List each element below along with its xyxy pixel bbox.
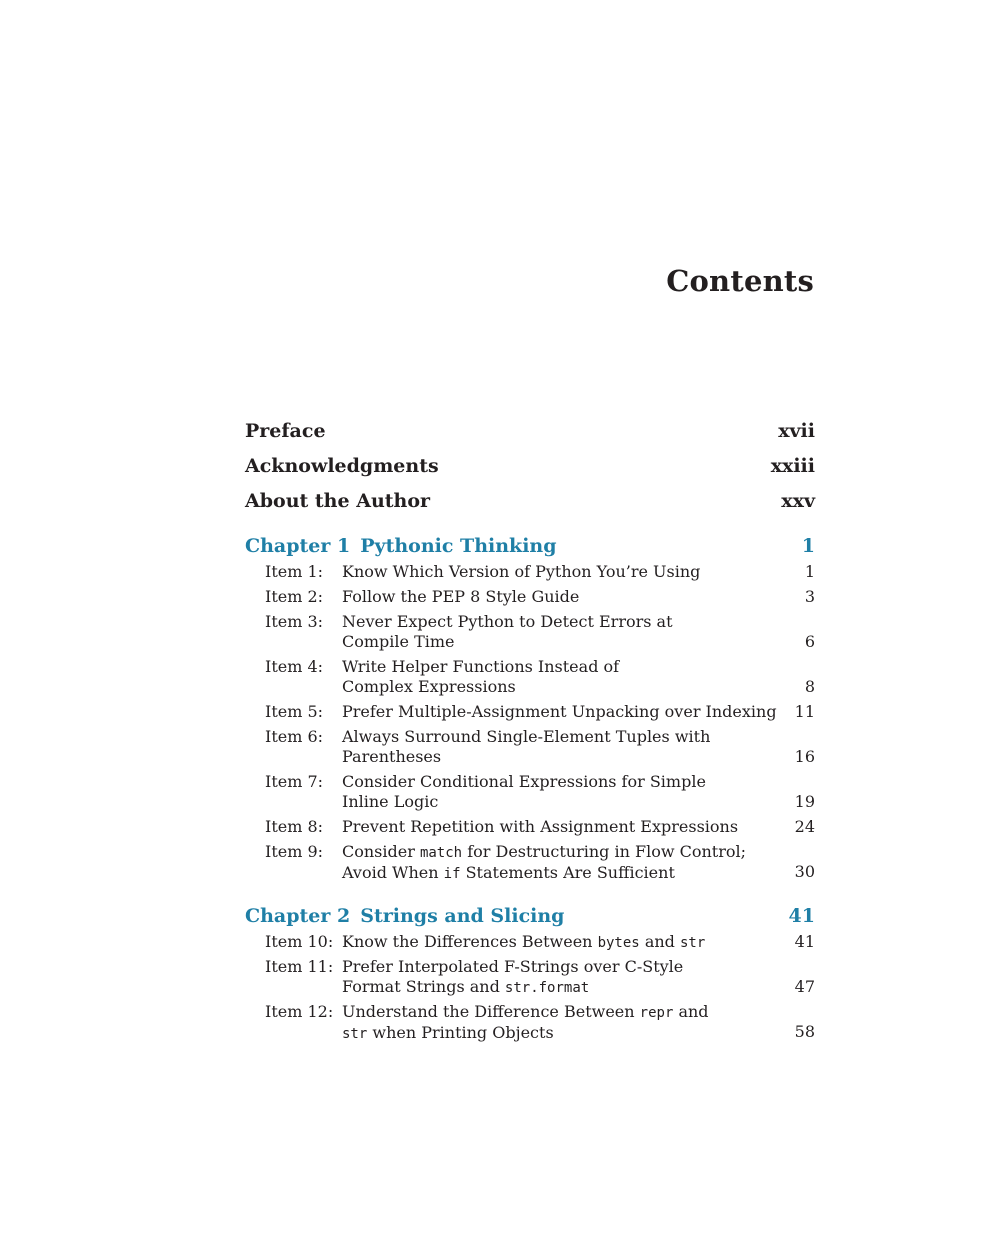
- item-page: 41: [794, 932, 815, 951]
- item-title: Know Which Version of Python You’re Using: [342, 562, 701, 581]
- chapter-heading: [245, 904, 564, 928]
- item-title: Prevent Repetition with Assignment Expressions: [342, 817, 739, 836]
- code-keyword: match: [419, 845, 463, 861]
- item-label: Item 8:: [265, 817, 324, 836]
- page-title: Contents: [666, 264, 814, 298]
- item-title: [342, 842, 782, 884]
- item-title-text: when Printing Objects: [367, 1023, 554, 1042]
- item-label: Item 9:: [265, 842, 324, 861]
- chapter-page: 41: [788, 905, 815, 927]
- item-title: [342, 727, 782, 767]
- item-title-text: Know the Differences Between: [342, 932, 598, 951]
- item-title: [342, 1002, 782, 1044]
- toc-chapter-1[interactable]: [245, 534, 815, 558]
- item-title-text: Understand the Difference Between: [342, 1002, 640, 1021]
- chapter-number: Chapter 1: [245, 535, 351, 557]
- item-title: [342, 772, 782, 812]
- item-title: Prefer Multiple-Assignment Unpacking over Indexing: [342, 702, 777, 721]
- chapter-number: Chapter 2: [245, 905, 351, 927]
- toc-item-1[interactable]: [265, 562, 815, 582]
- item-label: Item 5:: [265, 702, 324, 721]
- toc-item-7[interactable]: [265, 772, 815, 812]
- toc-entry-preface[interactable]: [245, 419, 815, 443]
- item-title-text: Avoid When: [342, 863, 444, 882]
- toc-item-10[interactable]: [265, 932, 815, 952]
- item-title-line: Compile Time: [342, 632, 455, 651]
- item-title-line: Never Expect Python to Detect Errors at: [342, 612, 673, 631]
- item-title-line: Inline Logic: [342, 792, 439, 811]
- toc-item-9[interactable]: [265, 842, 815, 882]
- entry-page: xxv: [781, 490, 815, 512]
- toc-item-11[interactable]: [265, 957, 815, 997]
- item-label: Item 4:: [265, 657, 324, 676]
- item-title-text: and: [639, 932, 680, 951]
- item-label: Item 3:: [265, 612, 324, 631]
- chapter-heading: [245, 534, 557, 558]
- item-title-line: Always Surround Single-Element Tuples with: [342, 727, 711, 746]
- entry-page: xvii: [778, 420, 815, 442]
- chapter-title: Strings and Slicing: [360, 905, 565, 927]
- entry-title: About the Author: [245, 490, 431, 512]
- item-title-text: Prefer Interpolated F-Strings over C-Style: [342, 957, 684, 976]
- entry-title: Preface: [245, 420, 326, 442]
- code-keyword: str: [342, 1026, 368, 1042]
- item-page: 11: [794, 702, 815, 721]
- item-title-line: Write Helper Functions Instead of: [342, 657, 620, 676]
- code-keyword: if: [443, 866, 461, 882]
- toc-item-2[interactable]: [265, 587, 815, 607]
- item-label: Item 10:: [265, 932, 334, 951]
- item-title: [342, 932, 782, 953]
- item-title-text: Format Strings and: [342, 977, 505, 996]
- chapter-title: Pythonic Thinking: [360, 535, 557, 557]
- item-title-line: Complex Expressions: [342, 677, 516, 696]
- chapter-page: 1: [801, 535, 815, 557]
- item-label: Item 6:: [265, 727, 324, 746]
- item-title: [342, 957, 782, 998]
- item-page: 8: [804, 677, 815, 696]
- toc-item-3[interactable]: [265, 612, 815, 652]
- code-keyword: str: [680, 935, 706, 951]
- item-page: 58: [794, 1022, 815, 1041]
- item-title-line: Parentheses: [342, 747, 442, 766]
- item-page: 24: [794, 817, 815, 836]
- code-keyword: bytes: [597, 935, 640, 951]
- item-title: [342, 612, 782, 652]
- item-page: 16: [794, 747, 815, 766]
- toc-entry-about-author[interactable]: [245, 489, 815, 513]
- item-label: Item 12:: [265, 1002, 334, 1021]
- toc-item-4[interactable]: [265, 657, 815, 697]
- toc-item-6[interactable]: [265, 727, 815, 767]
- item-title-line: Consider Conditional Expressions for Simple: [342, 772, 706, 791]
- item-page: 6: [804, 632, 815, 651]
- item-label: Item 1:: [265, 562, 324, 581]
- item-title: [342, 657, 782, 697]
- item-title-text: and: [673, 1002, 709, 1021]
- entry-title: Acknowledgments: [245, 455, 439, 477]
- item-title: Follow the PEP 8 Style Guide: [342, 587, 580, 606]
- code-keyword: repr: [639, 1005, 674, 1021]
- code-keyword: str.format: [504, 980, 590, 996]
- item-page: 19: [794, 792, 815, 811]
- item-label: Item 2:: [265, 587, 324, 606]
- item-page: 30: [794, 862, 815, 881]
- item-page: 47: [794, 977, 815, 996]
- item-title-text: Statements Are Sufficient: [460, 863, 675, 882]
- item-page: 1: [804, 562, 815, 581]
- item-title-text: for Destructuring in Flow Control;: [462, 842, 747, 861]
- toc-item-5[interactable]: [265, 702, 815, 722]
- item-label: Item 11:: [265, 957, 334, 976]
- toc-entry-acknowledgments[interactable]: [245, 454, 815, 478]
- toc-chapter-2[interactable]: [245, 904, 815, 928]
- toc-item-8[interactable]: [265, 817, 815, 837]
- toc-item-12[interactable]: [265, 1002, 815, 1042]
- entry-page: xxiii: [770, 455, 815, 477]
- item-title-text: Consider: [342, 842, 420, 861]
- item-page: 3: [804, 587, 815, 606]
- item-label: Item 7:: [265, 772, 324, 791]
